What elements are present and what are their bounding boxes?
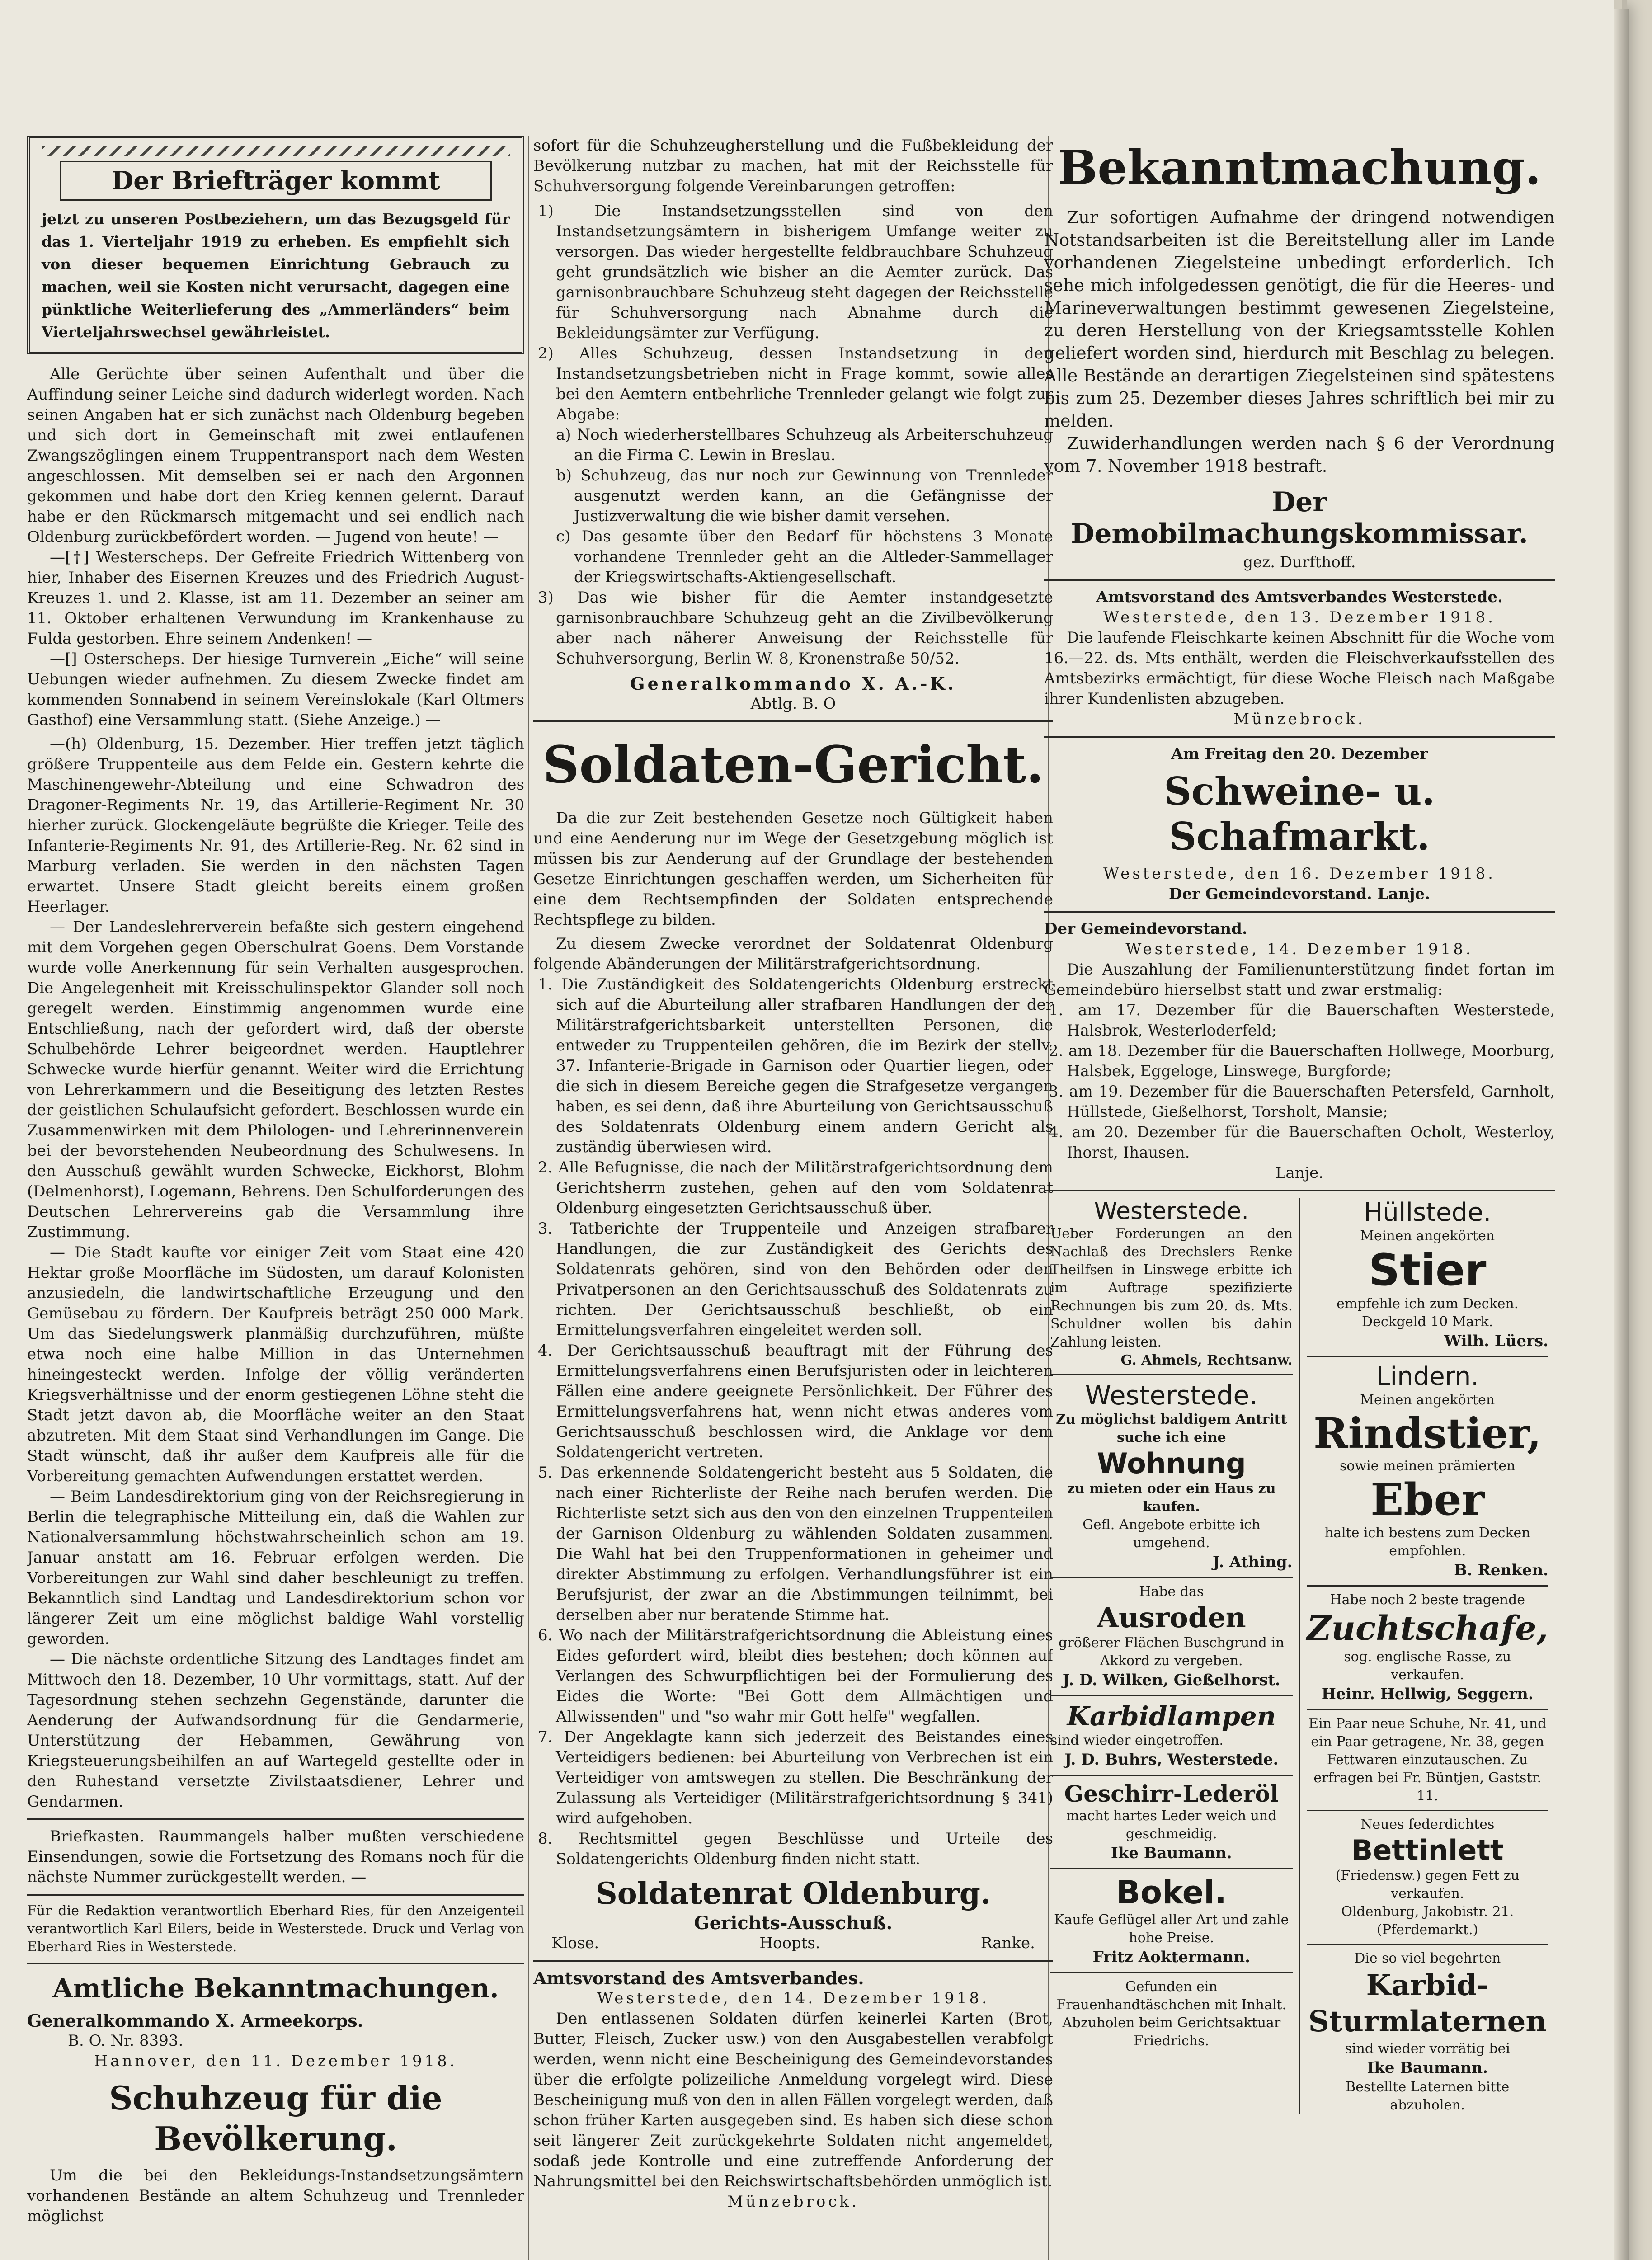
ad-text: größerer Flächen Buschgrund in Akkord zu vergeben. — [1059, 1635, 1285, 1669]
news-paragraph: —[] Osterscheps. Der hiesige Turnverein „Eiche“ will seine Uebungen wieder aufnehmen. Zu diesem Zwecke findet am kommenden Sonnabend in seinem Vereinslokale (Karl Oltmers Gasthof) eine Versammlung statt. (Siehe Anzeige.) — — [27, 650, 524, 729]
payment-item: 3. am 19. Dezember für die Bauerschaften Petersfeld, Garnholt, Hüllstede, Gießelhorst, Torsholt, Mansie; — [1049, 1083, 1555, 1121]
ad-text: empfehle ich zum Decken. — [1337, 1296, 1519, 1312]
signature: Generalkommando X. A.-K. — [630, 673, 956, 694]
ad-text: Habe das — [1139, 1584, 1204, 1600]
ad-headline: Rindstier, — [1313, 1409, 1542, 1458]
announcement-text: Zuwiderhandlungen werden nach § 6 der Verordnung vom 7. November 1918 bestraft. — [1044, 433, 1555, 476]
ad-headline: Geschirr-Lederöl — [1064, 1780, 1279, 1807]
payment-item: 2. am 18. Dezember für die Bauerschaften Hollwege, Moorburg, Halsbek, Eggeloge, Linswege, Burgforde; — [1049, 1042, 1555, 1080]
ad-text: Gefl. Angebote erbitte ich umgehend. — [1083, 1517, 1261, 1551]
ad-text: Zu möglichst baldigem Antritt suche ich eine — [1056, 1412, 1287, 1445]
market-date: Am Freitag den 20. Dezember — [1171, 745, 1428, 763]
news-paragraph: — Die nächste ordentliche Sitzung des Landtages findet am Mittwoch den 18. Dezember, 10 Uhr vormittags, statt. Auf der Tagesordnung stehen sechzehn Gegenstände, darunter die Aenderung der Aufwandsordnung für die Gendarmerie, Unterstützung der Hebammen, Gewährung von Kriegsteuerungsbeihilfen an auf Wartegeld gestellte oder in den Ruhestand versetzte Zivilstaatsdiener, Lehrer und Gendarmen. — [27, 1650, 524, 1811]
ad-headline: Stier — [1369, 1245, 1487, 1295]
ad-text: Meinen angekörten — [1360, 1392, 1495, 1408]
payment-item: 1. am 17. Dezember für die Bauerschaften Westerstede, Halsbrok, Westerloderfeld; — [1049, 1001, 1555, 1040]
shoes-item: 2) Alles Schuhzeug, dessen Instandsetzung in den Instandsetzungsbetrieben nicht in Frage kommt, sowie alles bei den Aemtern entbehrliche Trennleder gelangt wie folgt zur Abgabe: — [538, 344, 1053, 424]
market-title: Schweine- u. Schafmarkt. — [1164, 769, 1435, 859]
divider — [1044, 579, 1555, 581]
court-item: 4. Der Gerichtsausschuß beauftragt mit der Führung des Ermittelungsverfahrens einen Berufsjuristen oder in leichteren Fällen eine andere geeignete Persönlichkeit. Der Führer des Ermittelungsverfahrens hat, wenn nicht etwas anderes vom Gerichtsausschuß beschlossen wird, die Anklage vor dem Soldatengericht vertreten. — [538, 1342, 1053, 1461]
column-rule — [528, 136, 529, 2260]
signature: Lanje. — [1275, 1164, 1324, 1182]
divider — [1044, 1190, 1555, 1191]
divider — [1050, 1695, 1293, 1696]
divider — [27, 1818, 524, 1820]
ad-headline: Zuchtschafe, — [1307, 1609, 1548, 1648]
divider — [1307, 1944, 1549, 1945]
district-board-heading: Amtsvorstand des Amtsverbandes. — [533, 1968, 864, 1988]
ad-headline: Bokel. — [1116, 1874, 1227, 1911]
ad-text: Gefunden ein Frauenhandtäschchen mit Inhalt. Abzuholen beim Gerichtsaktuar Friedrichs. — [1056, 1979, 1287, 2049]
signatory: Klose. — [551, 1934, 599, 1952]
ads-right — [1300, 1198, 1555, 2114]
soldiers-court-title: Soldaten-Gericht. — [542, 735, 1044, 795]
ad-text: sog. englische Rasse, zu verkaufen. — [1344, 1649, 1511, 1683]
signatory: Hoopts. — [759, 1934, 820, 1952]
court-item: 7. Der Angeklagte kann sich jederzeit des Beistandes eines Verteidigers bedienen: bei Aburteilung von Verbrechen ist ein Verteidiger von amtswegen zu stellen. Die Beschränkung der Zulassung als Verteidiger (Militärstrafgerichtsordnung § 341) wird aufgehoben. — [538, 1728, 1053, 1827]
ad-text: sind wieder eingetroffen. — [1050, 1733, 1224, 1748]
signature-dept: Abtlg. B. O — [750, 695, 836, 713]
ad-headline: Wohnung — [1097, 1447, 1246, 1480]
ad-headline: Karbidlampen — [1067, 1701, 1276, 1732]
ad-headline: Bettinlett — [1351, 1834, 1504, 1867]
ad-text: Habe noch 2 beste tragende — [1330, 1592, 1525, 1608]
municipal-board-heading: Der Gemeindevorstand. — [1044, 920, 1247, 938]
ad-text: (Friedensw.) gegen Fett zu verkaufen. — [1335, 1868, 1520, 1902]
classified-ads — [1044, 1198, 1555, 2114]
court-item: 2. Alle Befugnisse, die nach der Militärstrafgerichtsordnung dem Gerichtsherrn zustehen, gehen auf den vom Soldatenrat Oldenburg eingesetzten Gerichtsausschuß über. — [538, 1158, 1053, 1217]
news-paragraph: — Beim Landesdirektorium ging von der Reichsregierung in Berlin die telegraphische Mitteilung ein, daß die Wahlen zur Nationalversammlung höchstwahrscheinlich schon am 19. Januar anstatt am 16. Februar erfolgen werden. Die Vorbereitungen zur Wahl sind daher beschleunigt zu treffen. Bekanntlich sind Landtag und Landesdirektorium schon vor längerer Zeit um eine möglichst baldige Wahl vorstellig geworden. — [27, 1488, 524, 1648]
ad-signature: Ike Baumann. — [1111, 1844, 1232, 1862]
district-board-text: Den entlassenen Soldaten dürfen keinerlei Karten (Brot, Butter, Fleisch, Zucker usw.) von den Ausgabestellen verabfolgt werden, wenn nicht eine Bescheinigung des Gemeindevorstandes über die erfolgte polizeiliche Anmeldung vorgelegt wird. Diese Bescheinigung muß von den in allen Fällen vorgelegt werden, daß schon früher Karten ausgegeben sind. Es haben sich diese schon seit längerer Zeit zurückgekehrte Soldaten nicht angemeldet, sodaß jede Kontrolle und eine zutreffende Anforderung der Nahrungsmittel bei den Reichswirtschaftsbehörden unmöglich ist. — [533, 2010, 1053, 2190]
divider — [1050, 1374, 1293, 1375]
column-1 — [27, 136, 524, 2227]
ad-signature: Ike Baumann. — [1367, 2059, 1488, 2077]
ad-text: Die so viel begehrten — [1354, 1950, 1501, 1966]
news-paragraph: — Der Landeslehrerverein befaßte sich gestern eingehend mit dem Vorgehen gegen Oberschulrat Goens. Dem Vorstande wurde volle Anerkennung für sein Verhalten ausgesprochen. Die Angelegenheit mit Kreisschulinspektor Glander soll noch geregelt werden. Einstimmig angenommen wurde eine Entschließung, nach der gefordert wird, daß der oberste Schulbehörde Lehrer beigeordnet werden. Hauptlehrer Schwecke wurde hierfür genannt. Weiter wird die Errichtung von Lehrerkammern und die Beseitigung des letzten Restes der geistlichen Schulaufsicht gefordert. Beschlossen wurde ein Zusammenwirken mit dem Philologen- und Lehrerinnenverein bei der bevorstehenden Neubeordnung des Schulwesens. In den Ausschuß gewählt wurden Schwecke, Eickhorst, Blohm (Delmenhorst), Logemann, Behrens. Den Schulforderungen des Deutschen Lehrervereins gab die Versammlung ihre Zustimmung. — [27, 918, 524, 1241]
shoes-text: Um die bei den Bekleidungs-Instandsetzungsämtern vorhandenen Bestände an altem Schuhzeug und Trennleder möglichst — [27, 2166, 524, 2225]
divider — [1307, 1810, 1549, 1811]
payment-item: 4. am 20. Dezember für die Bauerschaften Ocholt, Westerloy, Ihorst, Ihausen. — [1049, 1123, 1555, 1162]
ad-signature: Heinr. Hellwig, Seggern. — [1321, 1685, 1534, 1703]
dateline: Westerstede, den 14. Dezember 1918. — [597, 1989, 989, 2007]
divider — [1050, 1577, 1293, 1578]
divider — [533, 720, 1053, 722]
signature: Der Gemeindevorstand. Lanje. — [1169, 885, 1430, 903]
signature: gez. Durfthoff. — [1243, 553, 1356, 571]
announcement-title: Bekanntmachung. — [1058, 140, 1541, 195]
column-2 — [533, 136, 1053, 2212]
court-intro: Zu diesem Zwecke verordnet der Soldatenrat Oldenburg folgende Abänderungen der Militärstrafgerichtsordnung. — [533, 935, 1053, 973]
shoes-subitem: c) Das gesamte über den Bedarf für höchstens 3 Monate vorhandene Trennleder geht an die Altleder-Sammellager der Kriegswirtschafts-Aktiengesellschaft. — [556, 527, 1053, 586]
ad-signature: J. Athing. — [1212, 1553, 1293, 1571]
ad-text: sowie meinen prämierten — [1340, 1458, 1516, 1474]
ad-text: Deckgeld 10 Mark. — [1362, 1314, 1493, 1330]
signature: Münzebrock. — [727, 2193, 859, 2211]
divider — [1050, 1775, 1293, 1776]
court-item: 1. Die Zuständigkeit des Soldatengerichts Oldenburg erstreckt sich auf die Aburteilung aller strafbaren Handlungen der der Militärstrafgerichtsbarkeit unterstellten Personen, die entweder zu Truppenteilen gehören, die im Bezirk der stellv. 37. Infanterie-Brigade in Garnison oder Quartier liegen, oder die sich in diesem Bereiche gegen die Strafgesetze vergangen haben, es sei denn, daß ihre Aburteilung von Gerichtsausschuß des Soldatenrats Oldenburg einem andern Gericht als zuständig überwiesen wird. — [538, 975, 1053, 1156]
divider — [1307, 1709, 1549, 1710]
divider — [27, 1894, 524, 1896]
shoes-subitem: b) Schuhzeug, das nur noch zur Gewinnung von Trennleder ausgenutzt werden kann, an die Gefängnisse der Justizverwaltung die wie bisher damit versehen. — [556, 466, 1053, 525]
shoes-item: 1) Die Instandsetzungsstellen sind von den Instandsetzungsämtern in bisherigem Umfange weiter zu versorgen. Das wieder hergestellte feldbrauchbare Schuhzeug geht grundsätzlich wie bisher an die Aemter zurück. Das garnisonbrauchbare Schuhzeug steht dagegen der Reichsstelle für Schuhversorgung nach Abnahme durch die Bekleidungsämter zur Verfügung. — [538, 202, 1053, 342]
dateline: Hannover, den 11. Dezember 1918. — [94, 2052, 457, 2070]
ad-signature: B. Renken. — [1454, 1561, 1548, 1579]
ad-place: Lindern. — [1376, 1362, 1479, 1391]
divider — [1050, 1972, 1293, 1973]
ad-text: Neues federdichtes — [1360, 1817, 1495, 1832]
ad-text: sind wieder vorrätig bei — [1345, 2041, 1510, 2057]
news-paragraph: Alle Gerüchte über seinen Aufenthalt und über die Auffindung seiner Leiche sind dadurch widerlegt worden. Nach seinen Angaben hat er sich zunächst nach Oldenburg begeben und sich dort in Gemeinschaft mit zwei entlaufenen Zwangszöglingen einem Truppentransport nach dem Westen angeschlossen. Mit demselben sei er nach den Argonnen gekommen und habe dort den Krieg kennen gelernt. Darauf habe er den Rückmarsch mitgemacht und sei endlich nach Oldenburg zurückbefördert worden. — Jugend von heute! — — [27, 365, 524, 546]
shoes-intro: sofort für die Schuhzeugherstellung und die Fußbekleidung der Bevölkerung nutzbar zu machen, hat mit der Reichsstelle für Schuhversorgung folgende Vereinbarungen getroffen: — [533, 137, 1053, 195]
ad-text: macht hartes Leder weich und geschmeidig. — [1066, 1808, 1277, 1842]
divider — [27, 1963, 524, 1964]
ad-text: Meinen angekörten — [1360, 1228, 1495, 1244]
district-board-text: Die laufende Fleischkarte keinen Abschnitt für die Woche vom 16.—22. ds. Mts enthält, werden die Fleischverkaufsstellen des Amtsbezirks ermächtigt, für diese Woche Fleisch nach Maßgabe ihrer Kundenlisten abzugeben. — [1044, 629, 1555, 708]
ad-text: Kaufe Geflügel aller Art und zahle hohe Preise. — [1054, 1912, 1289, 1946]
ad-signature: Wilh. Lüers. — [1444, 1332, 1548, 1350]
court-item: 5. Das erkennende Soldatengericht besteht aus 5 Soldaten, die nach einer Richterliste der Reihe nach berufen werden. Die Richterliste setzt sich aus den von den einzelnen Truppenteilen der Garnison Oldenburg zu wählenden Soldaten zusammen. Die Wahl hat bei den Truppenformationen in geheimer und direkter Abstimmung zu erfolgen. Verhandlungsführer ist ein Berufsjurist, der zwar an die Abstimmungen teilnimmt, bei derselben aber nur beratende Stimme hat. — [538, 1464, 1053, 1624]
municipal-board-text: Die Auszahlung der Familienunterstützung findet fortan im Gemeindebüro hierselbst statt und zwar erstmalig: — [1044, 960, 1555, 999]
order-number: B. O. Nr. 8393. — [68, 2032, 184, 2050]
divider — [1044, 911, 1555, 913]
divider — [1044, 736, 1555, 738]
ad-place: Westerstede. — [1085, 1380, 1258, 1411]
divider — [533, 1960, 1053, 1962]
ornament-border — [42, 146, 510, 156]
postman-title: Der Briefträger kommt — [60, 161, 492, 201]
court-committee: Gerichts-Ausschuß. — [694, 1912, 893, 1934]
imprint: Für die Redaktion verantwortlich Eberhard Ries, für den Anzeigenteil verantwortlich Karl Eilers, beide in Westerstede. Druck und Verlag von Eberhard Ries in Westerstede. — [27, 1903, 524, 1955]
court-item: 8. Rechtsmittel gegen Beschlüsse und Urteile des Soldatengerichts Oldenburg finden nicht statt. — [538, 1830, 1053, 1868]
ad-text: Ein Paar neue Schuhe, Nr. 41, und ein Paar getragene, Nr. 38, gegen Fettwaren einzutauschen. Zu erfragen bei Fr. Büntjen, Gaststr. 11. — [1308, 1716, 1547, 1804]
dateline: Westerstede, den 13. Dezember 1918. — [1103, 608, 1496, 626]
briefkasten-note: Briefkasten. Raummangels halber mußten verschiedene Einsendungen, sowie die Fortsetzung des Romans noch für die nächste Nummer zurückgestellt werden. — — [27, 1827, 524, 1886]
court-item: 6. Wo nach der Militärstrafgerichtsordnung die Ableistung eines Eides gefordert wird, bleibt dies bestehen; doch können auf Verlangen des Schwurpflichtigen bei der Formulierung des Eides die Worte: "Bei Gott dem Allmächtigen und Allwissenden" und "so wahr mir Gott helfe" wegfallen. — [538, 1626, 1053, 1726]
ad-headline: Ausroden — [1097, 1601, 1246, 1634]
shoes-subitem: a) Noch wiederherstellbares Schuhzeug als Arbeiterschuhzeug an die Firma C. Lewin in Breslau. — [556, 426, 1053, 464]
generalkommando-line: Generalkommando X. Armeekorps. — [27, 2010, 363, 2031]
shoes-title: Schuhzeug für die Bevölkerung. — [109, 2079, 442, 2158]
postman-notice-box — [27, 136, 524, 354]
ads-left — [1044, 1198, 1300, 2114]
ad-text: halte ich bestens zum Decken empfohlen. — [1324, 1525, 1530, 1559]
ad-signature: Fritz Aoktermann. — [1092, 1948, 1250, 1966]
demobilization-commissioner: Der Demobilmachungskommissar. — [1071, 486, 1528, 550]
news-paragraph: —(h) Oldenburg, 15. Dezember. Hier treffen jetzt täglich größere Truppenteile aus dem Felde ein. Gestern kehrte die Maschinengewehr-Abteilung und eine Schwadron des Dragoner-Regiments Nr. 19, das Artillerie-Regiment Nr. 30 hierher zurück. Glockengeläute begrüßte die Krieger. Teile des Infanterie-Regiments Nr. 91, des Artillerie-Reg. Nr. 62 sind in Marburg verladen. Sie werden in den nächsten Tagen erwartet. Unsere Stadt gleicht bereits einem großen Heerlager. — [27, 735, 524, 916]
news-paragraph: — Die Stadt kaufte vor einiger Zeit vom Staat eine 420 Hektar große Moorfläche im Südosten, um darauf Kolonisten anzusiedeln, die landwirtschaftliche Erzeugung und den Gemüsebau zu fördern. Der Kaufpreis beträgt 250 000 Mark. Um das Siedelungswerk planmäßig durchzuführen, müßte etwa noch eine halbe Million in das Unternehmen hineingesteckt werden. Infolge der völlig veränderten Kriegsverhältnisse und der enorm gestiegenen Löhne steht die Stadt jetzt davon ab, die Moorfläche weiter an den Staat abzutreten. Mit dem Staat sind Verhandlungen im Gange. Die Stadt wünscht, daß ihr außer dem Kaufpreis alle für die Vorbereitung gemachten Aufwendungen erstattet werden. — [27, 1243, 524, 1485]
divider — [1050, 1868, 1293, 1869]
ad-place: Hüllstede. — [1364, 1198, 1492, 1227]
shoes-item-3: 3) Das wie bisher für die Aemter instandgesetzte garnisonbrauchbare Schuhzeug geht an die Zivilbevölkerung aber nach näherer Anweisung der Reichsstelle für Schuhversorgung, Berlin W. 8, Kronenstraße 50/52. — [538, 589, 1053, 668]
postman-text: jetzt zu unseren Postbeziehern, um das Bezugsgeld für das 1. Vierteljahr 1919 zu erheben. Es empfiehlt sich von dieser bequemen Einrichtung Gebrauch zu machen, weil sie Kosten nicht verursacht, dagegen eine pünktliche Weiterlieferung des „Ammerländers“ beim Vierteljahrswechsel gewährleistet. — [42, 210, 510, 341]
ad-headline: Karbid-Sturmlaternen — [1308, 1968, 1547, 2039]
court-intro: Da die zur Zeit bestehenden Gesetze noch Gültigkeit haben und eine Aenderung nur im Wege der Gesetzgebung möglich ist müssen bis zur Aenderung auf der Grundlage der bestehenden Gesetze Einrichtungen geschaffen werden, um Sicherheiten für eine dem Rechtsempfinden der Soldaten entsprechende Rechtspflege zu bilden. — [533, 809, 1053, 929]
ad-text: Bestellte Laternen bitte abzuholen. — [1346, 2079, 1510, 2113]
dateline: Westerstede, den 16. Dezember 1918. — [1103, 865, 1496, 883]
ad-text: zu mieten oder ein Haus zu kaufen. — [1067, 1481, 1276, 1515]
official-notices-title: Amtliche Bekanntmachungen. — [52, 1973, 499, 2004]
ad-signature: Oldenburg, Jakobistr. 21. (Pferdemarkt.) — [1341, 1904, 1514, 1938]
divider — [1307, 1356, 1549, 1357]
signatory: Ranke. — [980, 1934, 1035, 1952]
column-3 — [1044, 136, 1555, 2114]
court-item: 3. Tatberichte der Truppenteile und Anzeigen strafbarer Handlungen, die zur Zuständigkeit des Gerichts des Soldatenrats gehören, sind von den Behörden oder den Privatpersonen an den Gerichtsausschuß des Soldatenrats zu richten. Der Gerichtsausschuß beschließt, ob ein Ermittelungsverfahren eingeleitet werden soll. — [538, 1219, 1053, 1339]
divider — [1307, 1585, 1549, 1587]
ad-place: Westerstede. — [1094, 1198, 1249, 1225]
ad-signature: J. D. Wilken, Gießelhorst. — [1062, 1671, 1280, 1689]
news-paragraph: —[†] Westerscheps. Der Gefreite Friedrich Wittenberg von hier, Inhaber des Eisernen Kreuzes und des Friedrich August-Kreuzes 1. und 2. Klasse, ist am 11. Dezember an seiner am 11. Oktober erhaltenen Verwundung im Krankenhause zu Fulda gestorben. Ehre seinem Andenken! — — [27, 548, 524, 648]
ad-signature: J. D. Buhrs, Westerstede. — [1064, 1751, 1279, 1769]
ad-headline: Eber — [1370, 1474, 1485, 1525]
district-board-heading: Amtsvorstand des Amtsverbandes Westerstede. — [1096, 588, 1503, 606]
ad-text: Ueber Forderungen an den Nachlaß des Drechslers Renke Theilfsen in Linswege erbitte ich im Auftrage spezifizierte Rechnungen bis zum 20. ds. Mts. Schuldner wollen bis dahin Zahlung leisten. — [1050, 1226, 1293, 1350]
signature: Münzebrock. — [1233, 710, 1365, 728]
soldiers-council: Soldatenrat Oldenburg. — [596, 1876, 991, 1911]
announcement-text: Zur sofortigen Aufnahme der dringend notwendigen Notstandsarbeiten ist die Bereitstellung aller im Lande vorhandenen Ziegelsteine unbedingt erforderlich. Ich sehe mich infolgedessen genötigt, die für die Heeres- und Marineverwaltungen bestimmt gewesenen Ziegelsteine, zu deren Herstellung von der Kriegsamtsstelle Kohlen geliefert worden sind, hierdurch mit Beschlag zu belegen. Alle Bestände an derartigen Ziegelsteinen sind spätestens bis zum 25. Dezember dieses Jahres schriftlich bei mir zu melden. — [1044, 207, 1555, 431]
dateline: Westerstede, 14. Dezember 1918. — [1125, 940, 1473, 958]
ad-signature: G. Ahmels, Rechtsanw. — [1120, 1352, 1293, 1368]
page-edge — [1614, 9, 1629, 2260]
